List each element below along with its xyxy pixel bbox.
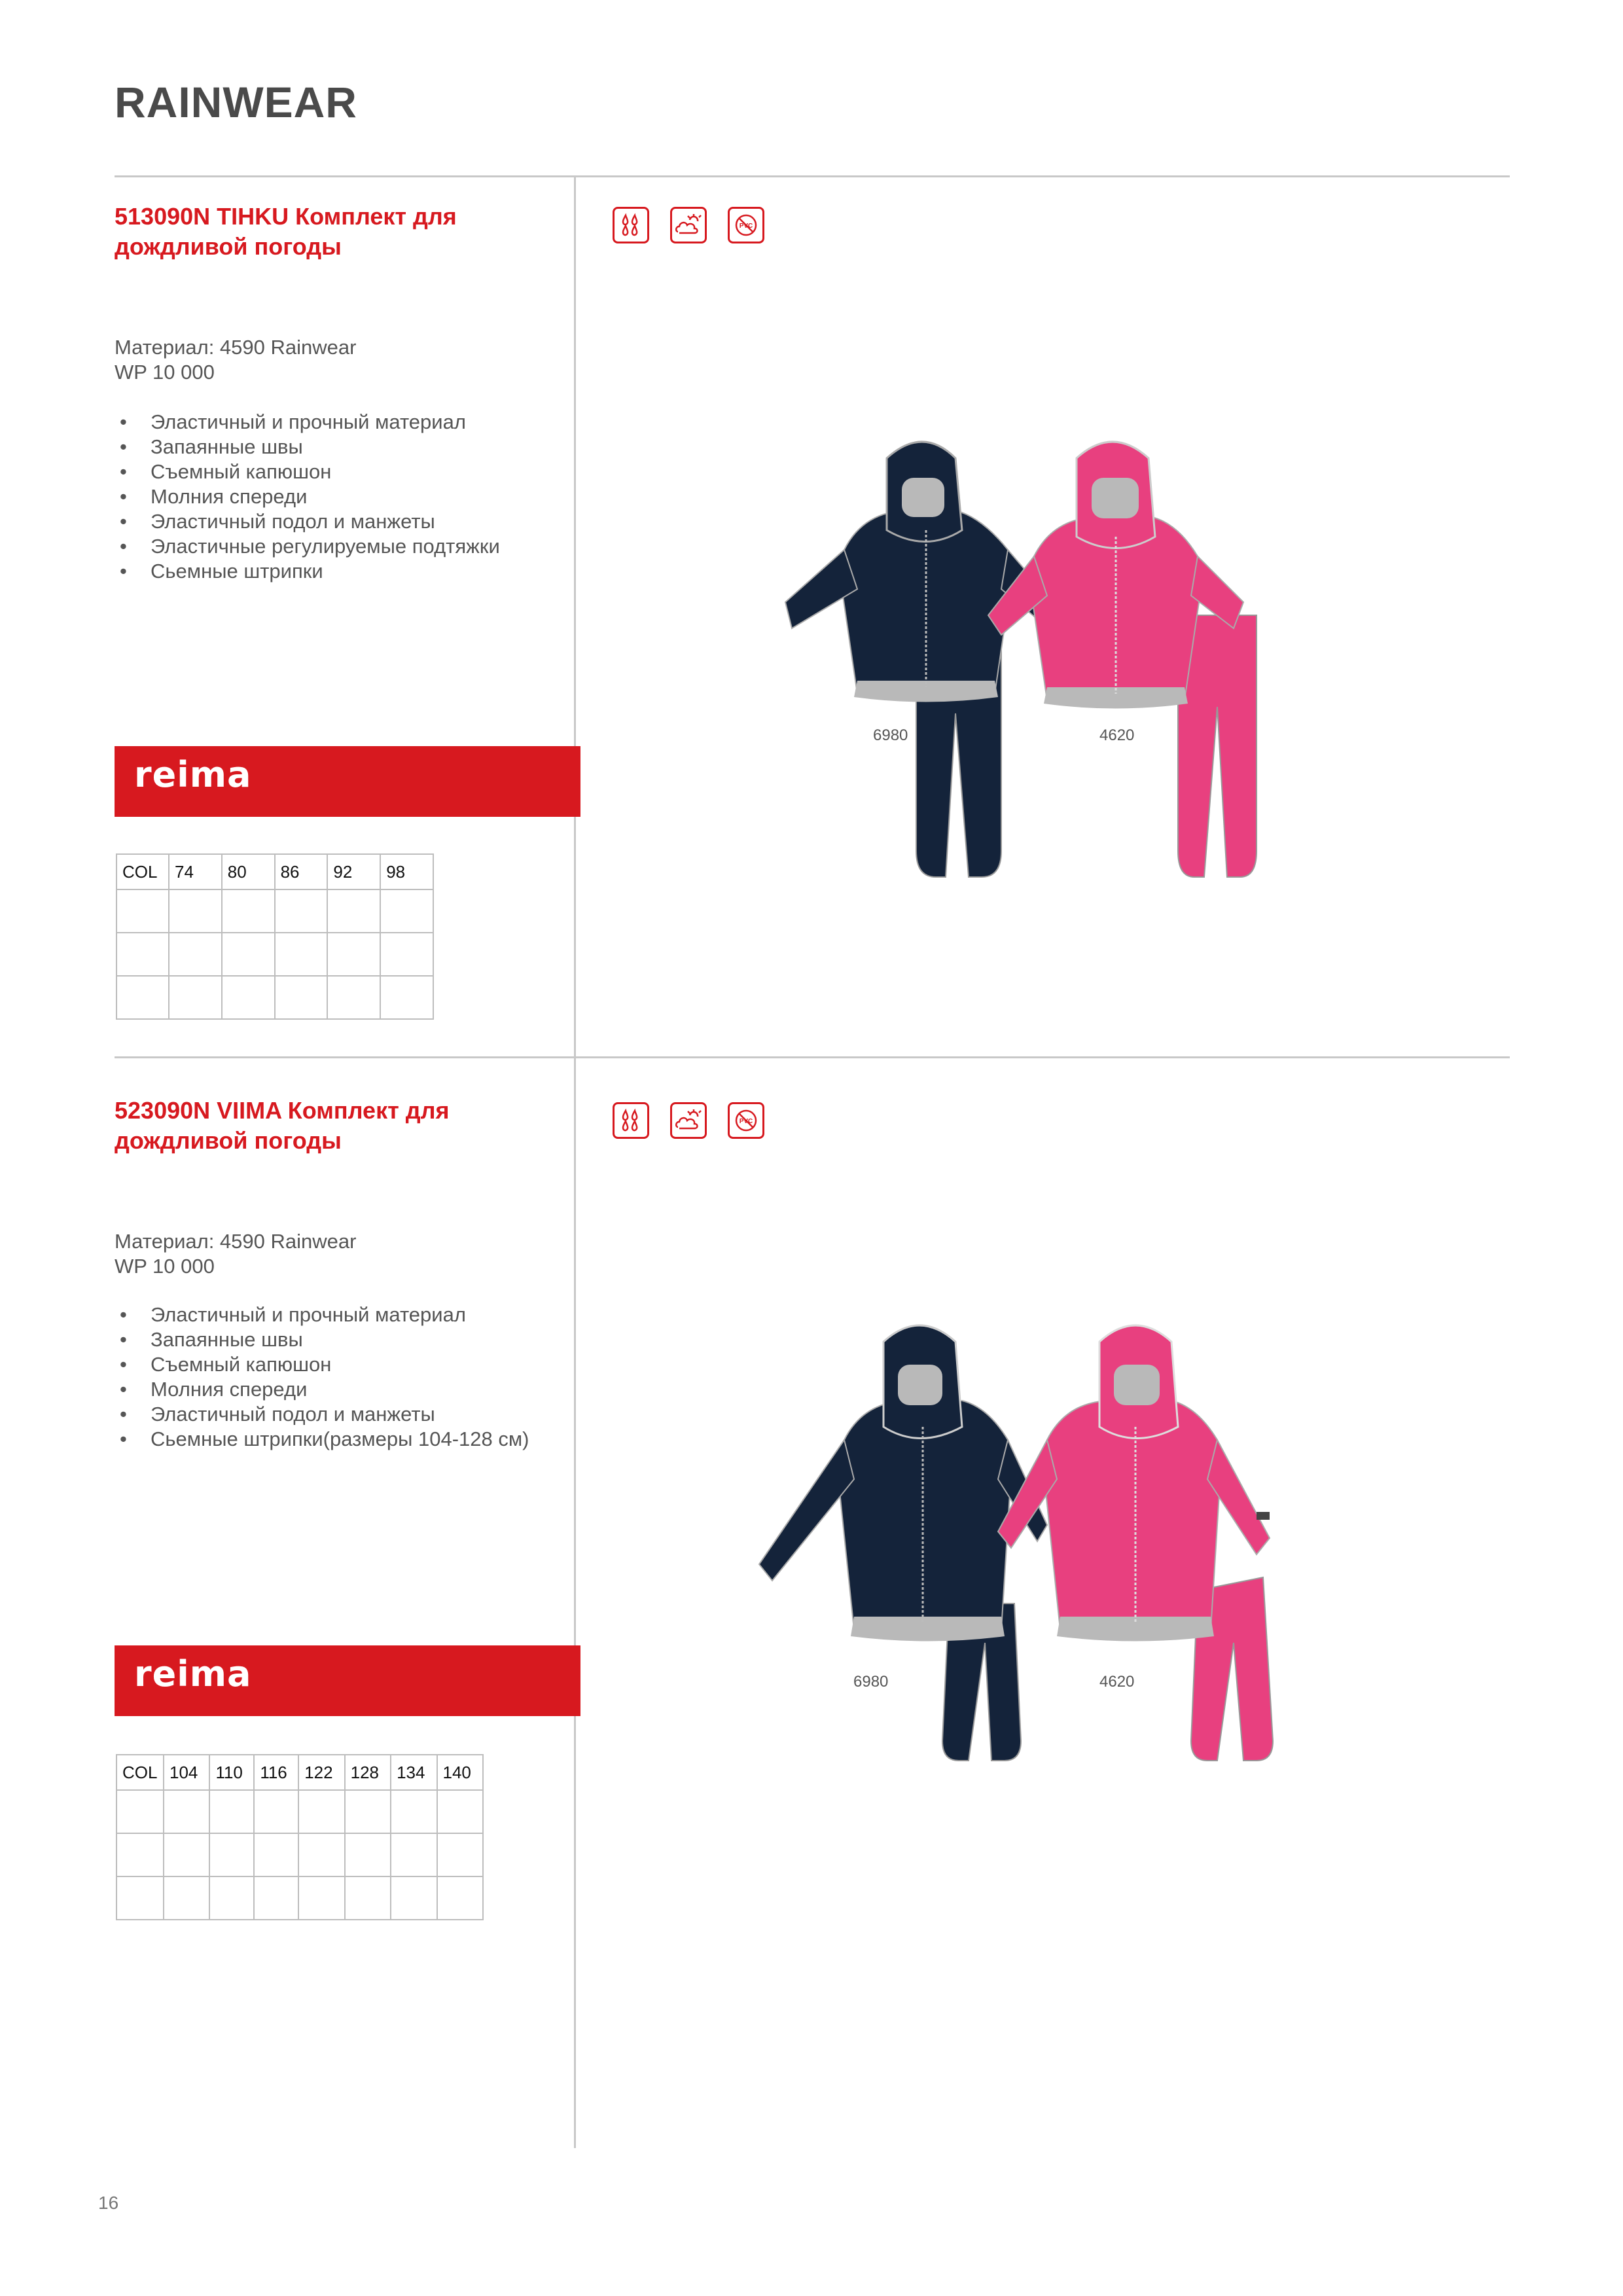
size-cell	[164, 1876, 209, 1920]
feature-item: • Сьемные штрипки(размеры 104-128 см)	[115, 1427, 529, 1452]
size-cell	[298, 1876, 344, 1920]
size-header-cell: 140	[437, 1755, 484, 1790]
size-cell	[116, 933, 169, 976]
feature-item: • Сьемные штрипки	[115, 559, 500, 584]
size-cell	[254, 1790, 298, 1833]
pink-jacket-illustration	[988, 442, 1257, 877]
size-table	[116, 1754, 484, 1920]
brand-banner	[115, 1645, 580, 1716]
product-title: 513090N TIHKU Комплект для дождливой погоды	[115, 203, 457, 260]
size-cell	[275, 976, 328, 1019]
size-cell	[327, 889, 380, 933]
color-code-label: 4620	[1099, 726, 1135, 744]
top-divider	[115, 175, 1510, 177]
size-cell	[222, 889, 275, 933]
size-cell	[345, 1833, 391, 1876]
size-cell	[380, 976, 433, 1019]
material-info	[115, 1229, 356, 1279]
material-line: Материал: 4590 Rainwear	[115, 1230, 357, 1253]
size-cell	[391, 1790, 437, 1833]
feature-item: • Запаянные швы	[115, 1327, 529, 1352]
size-cell	[437, 1833, 484, 1876]
brand-logo: reima	[134, 1653, 252, 1695]
size-header-cell: 110	[209, 1755, 254, 1790]
size-cell	[254, 1876, 298, 1920]
feature-item: • Съемный капюшон	[115, 459, 500, 484]
size-header-cell: 98	[380, 854, 433, 889]
feature-item: • Запаянные швы	[115, 435, 500, 459]
size-header-cell: 74	[169, 854, 222, 889]
size-cell	[209, 1833, 254, 1876]
size-header-cell: 104	[164, 1755, 209, 1790]
rain-drops-icon	[613, 207, 649, 243]
size-cell	[327, 933, 380, 976]
wp-line: WP 10 000	[115, 361, 215, 384]
size-cell	[116, 1833, 164, 1876]
size-cell	[298, 1790, 344, 1833]
size-cell	[391, 1876, 437, 1920]
feature-item: • Эластичный и прочный материал	[115, 1302, 529, 1327]
size-cell	[116, 889, 169, 933]
section-divider	[115, 1056, 1510, 1058]
size-header-cell: 86	[275, 854, 328, 889]
color-code-label: 6980	[853, 1673, 889, 1691]
size-cell	[222, 976, 275, 1019]
size-header-cell: COL	[116, 1755, 164, 1790]
size-cell	[391, 1833, 437, 1876]
feature-icons	[613, 1102, 764, 1139]
size-header-cell: 92	[327, 854, 380, 889]
size-cell	[380, 889, 433, 933]
feature-item: • Эластичный подол и манжеты	[115, 509, 500, 534]
feature-item: • Эластичный подол и манжеты	[115, 1402, 529, 1427]
size-cell	[345, 1790, 391, 1833]
column-divider	[574, 175, 576, 2148]
product-illustration	[759, 432, 1322, 903]
size-cell	[327, 976, 380, 1019]
size-cell	[222, 933, 275, 976]
page-number: 16	[98, 2193, 119, 2213]
wp-line: WP 10 000	[115, 1255, 215, 1278]
feature-item: • Съемный капюшон	[115, 1352, 529, 1377]
size-header-cell: 134	[391, 1755, 437, 1790]
svg-text:PVC: PVC	[739, 223, 753, 230]
size-cell	[116, 1790, 164, 1833]
material-line: Материал: 4590 Rainwear	[115, 336, 357, 359]
size-cell	[275, 889, 328, 933]
navy-jacket-illustration	[785, 442, 1047, 877]
feature-item: • Эластичные регулируемые подтяжки	[115, 534, 500, 559]
size-header-cell: 122	[298, 1755, 344, 1790]
feature-item: • Молния спереди	[115, 1377, 529, 1402]
rain-drops-icon	[613, 1102, 649, 1139]
size-cell	[169, 976, 222, 1019]
size-cell	[437, 1876, 484, 1920]
pink-jacket-illustration	[998, 1325, 1273, 1761]
size-cell	[345, 1876, 391, 1920]
color-code-label: 6980	[873, 726, 908, 744]
size-cell	[298, 1833, 344, 1876]
feature-icons	[613, 207, 764, 243]
size-cell	[437, 1790, 484, 1833]
size-cell	[254, 1833, 298, 1876]
feature-list	[115, 1302, 529, 1452]
brand-banner	[115, 746, 580, 817]
size-cell	[209, 1790, 254, 1833]
size-cell	[116, 976, 169, 1019]
size-header-cell: 80	[222, 854, 275, 889]
svg-text:PVC: PVC	[739, 1118, 753, 1125]
size-header-cell: COL	[116, 854, 169, 889]
size-cell	[275, 933, 328, 976]
size-cell	[116, 1876, 164, 1920]
feature-list	[115, 410, 500, 584]
pvc-free-icon	[728, 207, 764, 243]
size-cell	[169, 889, 222, 933]
cloud-sun-icon	[670, 1102, 707, 1139]
product-title: 523090N VIIMA Комплект для дождливой погоды	[115, 1097, 450, 1154]
size-header-cell: 128	[345, 1755, 391, 1790]
page-title: RAINWEAR	[115, 78, 357, 126]
size-table	[116, 853, 434, 1020]
navy-jacket-illustration	[759, 1325, 1047, 1761]
product-illustration	[746, 1316, 1335, 1787]
size-cell	[209, 1876, 254, 1920]
size-cell	[169, 933, 222, 976]
cloud-sun-icon	[670, 207, 707, 243]
size-cell	[164, 1790, 209, 1833]
pvc-free-icon	[728, 1102, 764, 1139]
feature-item: • Молния спереди	[115, 484, 500, 509]
size-header-cell: 116	[254, 1755, 298, 1790]
feature-item: • Эластичный и прочный материал	[115, 410, 500, 435]
color-code-label: 4620	[1099, 1673, 1135, 1691]
material-info	[115, 335, 356, 385]
size-cell	[380, 933, 433, 976]
size-cell	[164, 1833, 209, 1876]
brand-logo: reima	[134, 754, 252, 795]
